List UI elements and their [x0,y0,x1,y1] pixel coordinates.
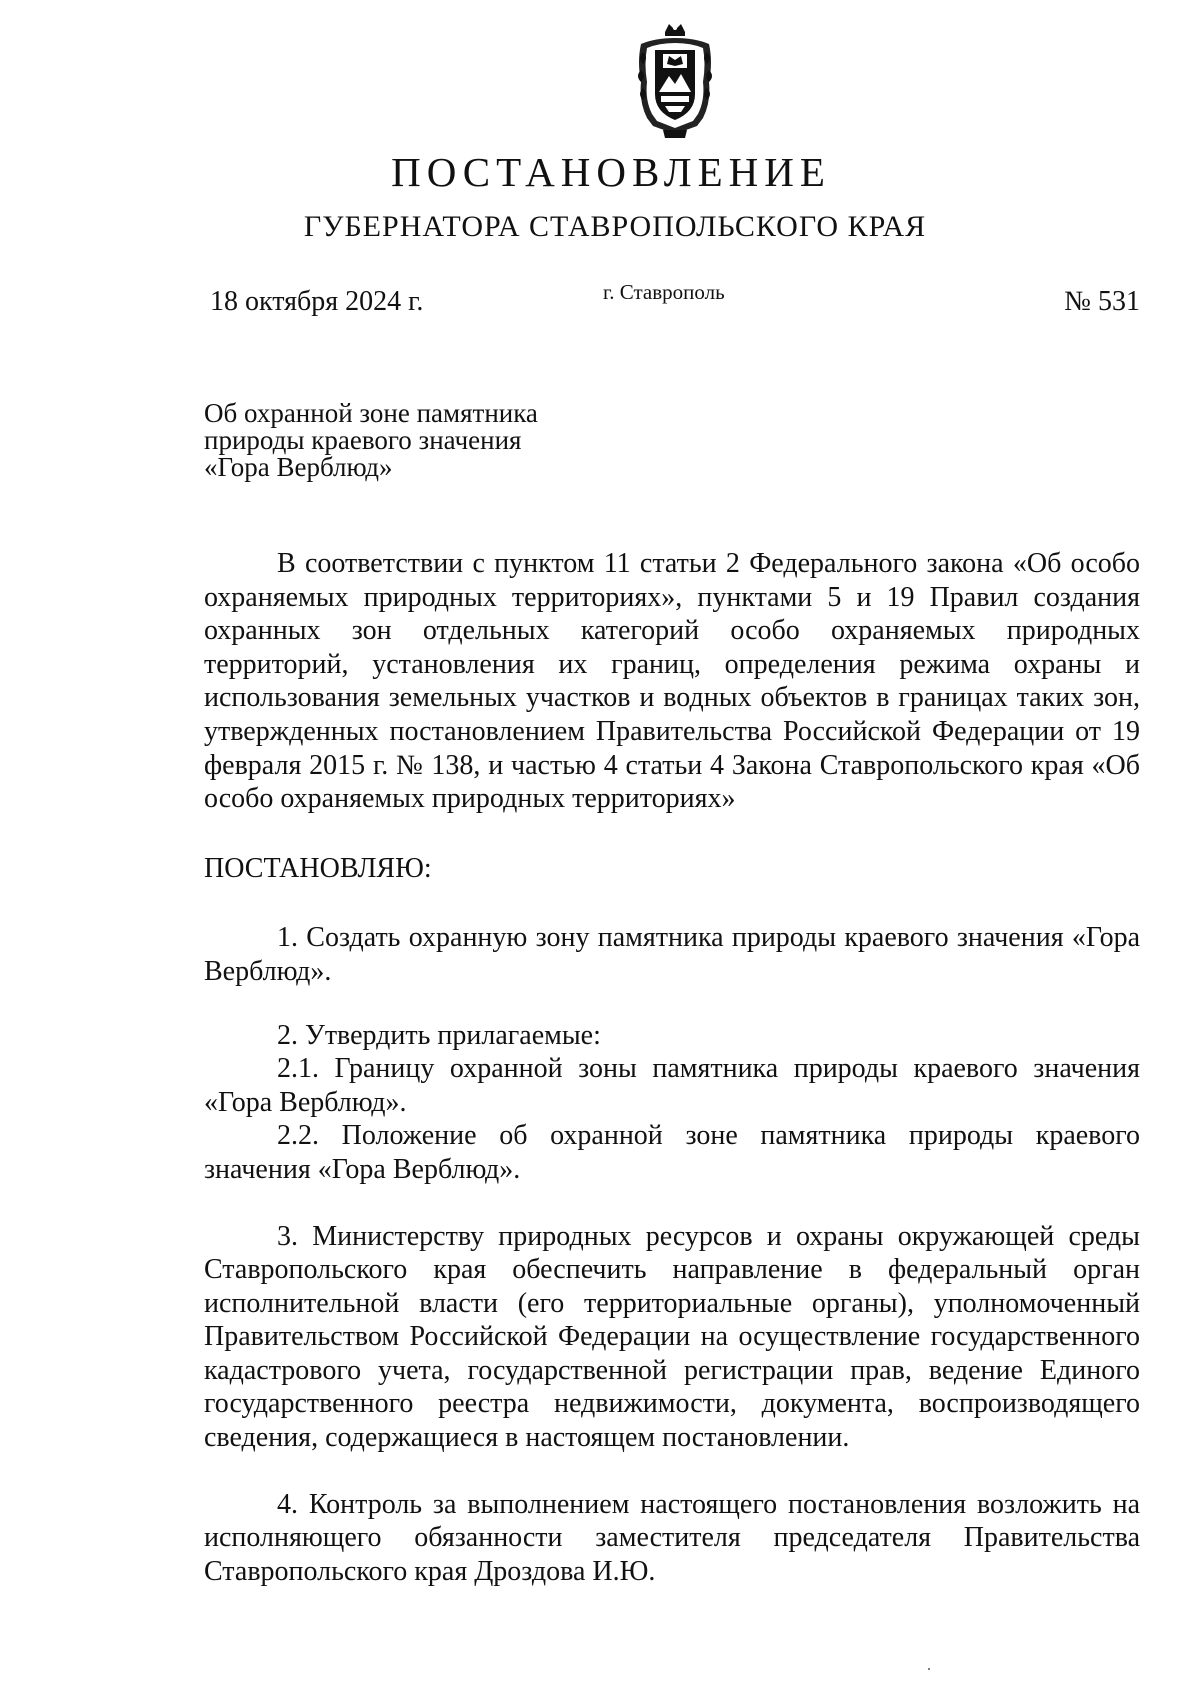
subject-line: природы краевого значения [204,425,522,455]
issuer-title: ГУБЕРНАТОРА СТАВРОПОЛЬСКОГО КРАЯ [303,210,927,243]
preamble-paragraph: В соответствии с пунктом 11 статьи 2 Федерального закона «Об особо охраняемых природных территориях», пунктами 5 и 19 Правил создания охранных зон отдельных категорий особо охраняемых природных территорий, установления их границ, определения режима охраны и использования земельных участков и водных объектов в границах таких зон, утвержденных постановлением Правительства Российской Федерации от 19 февраля 2015 г. № 138, и частью 4 статьи 4 Закона Ставропольского края «Об особо охраняемых природных территориях» [204,548,1140,815]
document-city: г. Ставрополь [603,280,725,304]
item-4: 4. Контроль за выполнением настоящего постановления возложить на исполняющего обязанности заместителя председателя Правительства Ставропольского края Дроздова И.Ю. [204,1488,1140,1587]
document-subject [204,400,624,481]
item-3: 3. Министерству природных ресурсов и охраны окружающей среды Ставропольского края обеспечить направление в федеральный орган исполнительной власти (его территориальные органы), уполномоченный Правительством Российской Федерации на осуществление государственного кадастрового учета, государственной регистрации прав, ведение Единого государственного реестра недвижимости, документа, воспроизводящего сведения, содержащиеся в настоящем постановлении. [204,1220,1140,1454]
decree-word: ПОСТАНОВЛЯЮ: [204,852,432,884]
document-title: ПОСТАНОВЛЕНИЕ [391,149,831,195]
document-number: № 531 [1064,286,1140,317]
item-1: 1. Создать охранную зону памятника природы краевого значения «Гора Верблюд». [204,922,1140,987]
document-body [204,547,1140,1588]
subject-line: Об охранной зоне памятника [204,398,538,428]
scan-speck [928,1668,930,1670]
document-date: 18 октября 2024 г. [210,286,424,317]
item-2-2: 2.2. Положение об охранной зоне памятника природы краевого значения «Гора Верблюд». [204,1120,1140,1185]
coat-of-arms-icon [635,22,715,140]
item-2: 2. Утвердить прилагаемые: [277,1019,601,1051]
item-2-1: 2.1. Границу охранной зоны памятника природы краевого значения «Гора Верблюд». [204,1053,1140,1118]
subject-line: «Гора Верблюд» [204,452,393,482]
